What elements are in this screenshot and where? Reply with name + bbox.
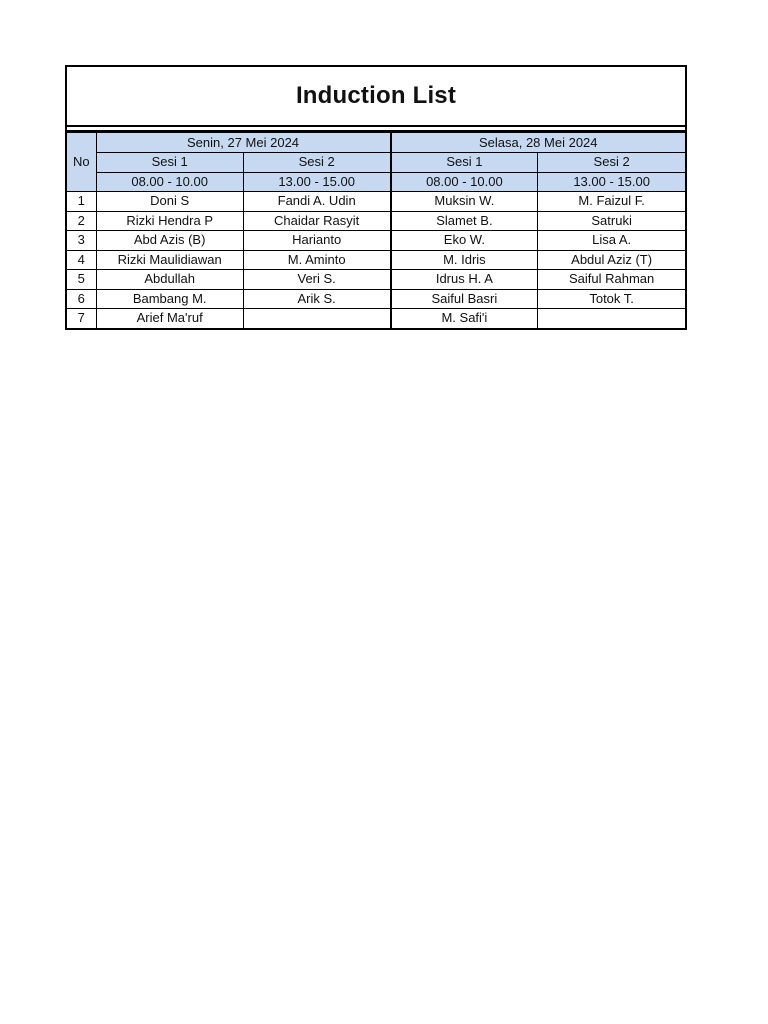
session-time-header: 13.00 - 15.00	[243, 172, 390, 192]
table-cell: M. Aminto	[243, 250, 390, 270]
session-name-header: Sesi 2	[538, 153, 685, 173]
day-header-monday: Senin, 27 Mei 2024	[96, 133, 390, 153]
row-number: 1	[67, 192, 96, 212]
table-row	[67, 231, 685, 251]
no-header: No	[67, 133, 96, 192]
table-cell: Bambang M.	[96, 289, 243, 309]
table-cell: Idrus H. A	[391, 270, 538, 290]
table-cell: Muksin W.	[391, 192, 538, 212]
session-time-row	[67, 172, 685, 192]
induction-sheet	[65, 65, 687, 330]
table-cell: Harianto	[243, 231, 390, 251]
table-cell: Chaidar Rasyit	[243, 211, 390, 231]
table-cell: Doni S	[96, 192, 243, 212]
row-number: 4	[67, 250, 96, 270]
session-name-header: Sesi 2	[243, 153, 390, 173]
table-row	[67, 270, 685, 290]
induction-table	[67, 132, 685, 328]
session-name-header: Sesi 1	[391, 153, 538, 173]
row-number: 6	[67, 289, 96, 309]
table-cell: Rizki Hendra P	[96, 211, 243, 231]
row-number: 3	[67, 231, 96, 251]
table-cell: Fandi A. Udin	[243, 192, 390, 212]
table-row	[67, 289, 685, 309]
session-time-header: 08.00 - 10.00	[391, 172, 538, 192]
day-header-tuesday: Selasa, 28 Mei 2024	[391, 133, 685, 153]
title-box	[67, 67, 685, 127]
row-number: 7	[67, 309, 96, 328]
table-cell: M. Idris	[391, 250, 538, 270]
table-row	[67, 192, 685, 212]
day-header-row	[67, 133, 685, 153]
table-cell: Saiful Rahman	[538, 270, 685, 290]
table-cell: Rizki Maulidiawan	[96, 250, 243, 270]
row-number: 2	[67, 211, 96, 231]
table-cell	[538, 309, 685, 328]
table-cell: Satruki	[538, 211, 685, 231]
table-row	[67, 211, 685, 231]
table-cell: Eko W.	[391, 231, 538, 251]
table-row	[67, 309, 685, 328]
table-cell	[243, 309, 390, 328]
table-cell: Slamet B.	[391, 211, 538, 231]
row-number: 5	[67, 270, 96, 290]
table-cell: Saiful Basri	[391, 289, 538, 309]
session-time-header: 13.00 - 15.00	[538, 172, 685, 192]
table-row	[67, 250, 685, 270]
table-cell: Veri S.	[243, 270, 390, 290]
table-cell: Abd Azis (B)	[96, 231, 243, 251]
table-cell: Arik S.	[243, 289, 390, 309]
table-cell: Abdul Aziz (T)	[538, 250, 685, 270]
session-name-header: Sesi 1	[96, 153, 243, 173]
table-cell: M. Faizul F.	[538, 192, 685, 212]
page-title: Induction List	[295, 82, 457, 109]
table-cell: Lisa A.	[538, 231, 685, 251]
session-name-row	[67, 153, 685, 173]
table-cell: M. Safi'i	[391, 309, 538, 328]
session-time-header: 08.00 - 10.00	[96, 172, 243, 192]
table-cell: Abdullah	[96, 270, 243, 290]
table-cell: Totok T.	[538, 289, 685, 309]
table-cell: Arief Ma'ruf	[96, 309, 243, 328]
